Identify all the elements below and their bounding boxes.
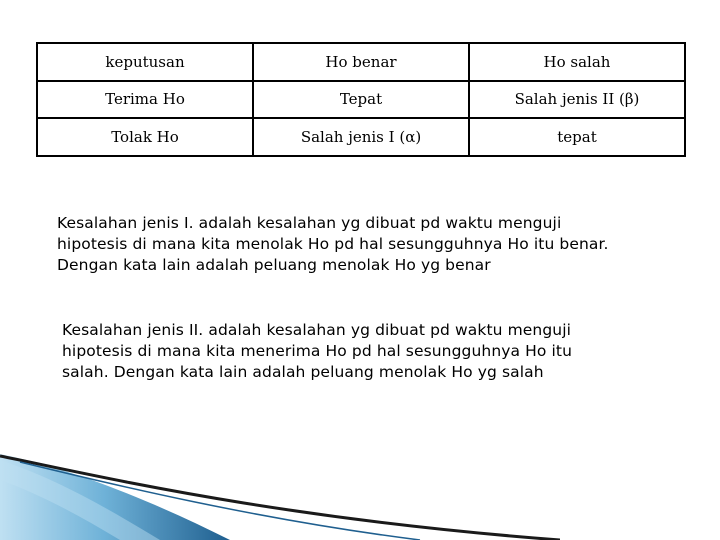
type-one-error-paragraph [57, 213, 609, 276]
paragraph-line: hipotesis di mana kita menolak Ho pd hal sesungguhnya Ho itu benar. [57, 235, 609, 253]
cell-reject-true: Salah jenis I (α) [253, 118, 469, 156]
cell-accept-false: Salah jenis II (β) [469, 81, 685, 119]
table-row [37, 81, 685, 119]
type-two-error-paragraph [62, 320, 572, 383]
paragraph-line: salah. Dengan kata lain adalah peluang menolak Ho yg salah [62, 363, 544, 381]
corner-wave-decoration [0, 440, 560, 540]
table-row [37, 118, 685, 156]
header-cell-ho-false: Ho salah [469, 43, 685, 81]
cell-accept-true: Tepat [253, 81, 469, 119]
header-cell-ho-true: Ho benar [253, 43, 469, 81]
paragraph-line: Kesalahan jenis I. adalah kesalahan yg dibuat pd waktu menguji [57, 214, 562, 232]
paragraph-line: Dengan kata lain adalah peluang menolak Ho yg benar [57, 256, 491, 274]
row-label-reject: Tolak Ho [37, 118, 253, 156]
paragraph-line: Kesalahan jenis II. adalah kesalahan yg dibuat pd waktu menguji [62, 321, 572, 339]
paragraph-line: hipotesis di mana kita menerima Ho pd hal sesungguhnya Ho itu [62, 342, 573, 360]
cell-reject-false: tepat [469, 118, 685, 156]
table-header-row [37, 43, 685, 81]
header-cell-decision: keputusan [37, 43, 253, 81]
decision-table [36, 42, 686, 157]
row-label-accept: Terima Ho [37, 81, 253, 119]
